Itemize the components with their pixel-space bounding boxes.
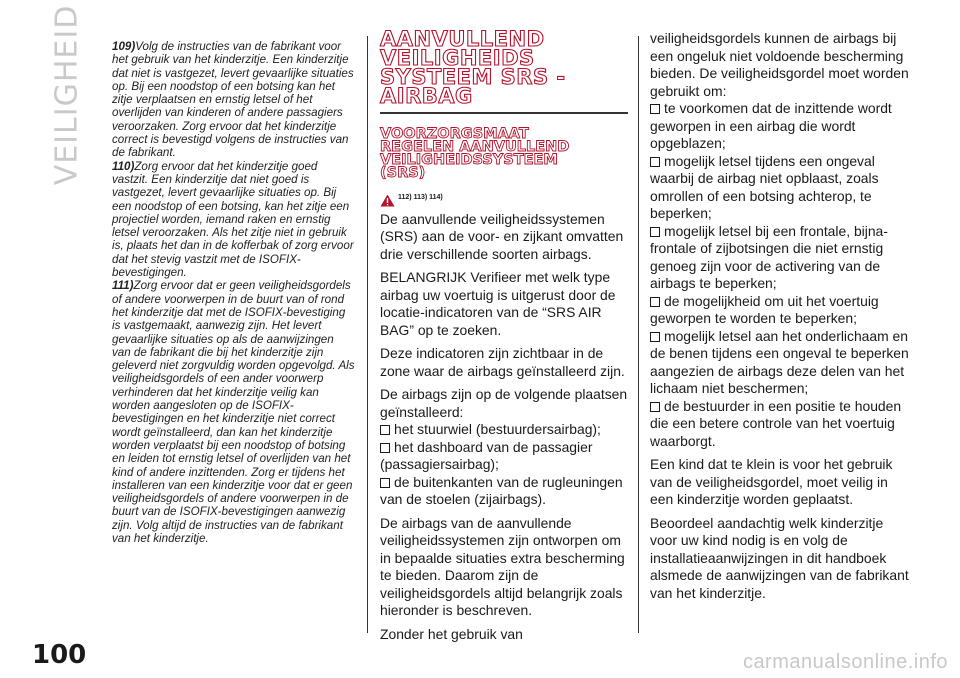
- main-column: [380, 27, 628, 649]
- checkbox-bullet-icon: [650, 402, 660, 412]
- paragraph: Beoordeel aandachtig welk kinderzitje voor uw kind nodig is en volg de installatieaanwijzingen in dit handboek alsmede de aanwijzingen van de fabrikant van het kinderzitje.: [650, 514, 909, 601]
- paragraph: veiligheidsgordels kunnen de airbags bij een ongeluk niet voldoende bescherming bieden. De veiligheidsgordel moet worden gebruikt om: te voorkomen dat de inzittende wordt geworpen in een airbag die wordt opgeblazen; mogelijk letsel tijdens een ongeval waarbij de airbag niet opblaast, zoals omrollen of een botsing achterop, te beperken; mogelijk letsel bij een frontale, bijna-frontale of zijbotsingen die niet ernstig genoeg zijn voor de activering van de airbags te beperken; de mogelijkheid om uit het voertuig geworpen te worden te beperken; mogelijk letsel aan het onderlichaam en de benen tijdens een ongeval te beperken aangezien de airbags deze delen van het lichaam niet beschermen; de bestuurder in een positie te houden die een betere controle van het voertuig waarborgt.: [650, 30, 909, 449]
- checkbox-bullet-icon: [650, 104, 660, 114]
- warning-references: 112) 113) 114): [380, 189, 628, 207]
- paragraph: De airbags zijn op de volgende plaatsen geïnstalleerd: het stuurwiel (bestuurdersairbag); het dashboard van de passagier (passagiersairbag); de buitenkanten van de rugleuningen van de stoelen (zijairbags).: [380, 386, 628, 507]
- checkbox-bullet-icon: [650, 332, 660, 342]
- note-110: 110)Zorg ervoor dat het kinderzitje goed vastzit. Een kinderzitje dat niet goed is vastgezet, levert gevaarlijke situaties op. Bij een noodstop of een botsing, kan het zitje een projectiel worden, iemand raken en ernstig letsel veroorzaken. Als het zitje niet in gebruik is, plaats het dan in de kofferbak of zorg ervoor dat het stevig vastzit met de ISOFIX-bevestigingen.: [112, 159, 354, 280]
- section-heading: AANVULLEND VEILIGHEIDS SYSTEEM SRS - AIRBAG: [380, 27, 566, 108]
- checkbox-bullet-icon: [650, 297, 660, 307]
- warning-triangle-icon: [380, 194, 395, 207]
- paragraph: De aanvullende veiligheidssystemen (SRS) aan de voor- en zijkant omvatten drie verschillende soorten airbags.: [380, 210, 624, 262]
- paragraph: Deze indicatoren zijn zichtbaar in de zone waar de airbags geïnstalleerd zijn.: [380, 345, 625, 379]
- sub-heading: VOORZORGSMAAT REGELEN AANVULLEND VEILIGHEIDSSYSTEEM (SRS): [380, 126, 570, 181]
- checkbox-bullet-icon: [380, 443, 390, 453]
- heading-rule: [380, 112, 628, 114]
- column-divider-1: [367, 36, 368, 633]
- checkbox-bullet-icon: [380, 425, 390, 435]
- paragraph: Een kind dat te klein is voor het gebruik van de veiligheidsgordel, moet veilig in een kinderzitje worden geplaatst.: [650, 456, 893, 507]
- watermark: carmanualsonline.info: [742, 651, 948, 673]
- checkbox-bullet-icon: [650, 157, 660, 167]
- right-column: [650, 30, 912, 608]
- note-109: 109)Volg de instructies van de fabrikant voor het gebruik van het kinderzitje. Een kinderzitje dat niet is vastgezet, levert gevaarlijke situaties op. Bij een noodstop of een botsing kan het zitje verplaatsen en ernstig letsel of het overlijden van kinderen of andere passagiers veroorzaken. Zorg ervoor dat het kinderzitje correct is bevestigd volgens de instructies van de fabrikant.: [112, 40, 354, 160]
- paragraph: BELANGRIJK Verifieer met welk type airbag uw voertuig is uitgerust door de locatie-indicatoren van de “SRS AIR BAG” op te zoeken.: [380, 269, 616, 338]
- checkbox-bullet-icon: [650, 227, 660, 237]
- section-label: VEILIGHEID: [49, 4, 85, 186]
- page-number: 100: [32, 640, 87, 670]
- column-divider-2: [638, 36, 639, 633]
- checkbox-bullet-icon: [380, 478, 390, 488]
- notes-column: [112, 40, 355, 545]
- paragraph: Zonder het gebruik van: [380, 625, 523, 642]
- paragraph: De airbags van de aanvullende veiligheidssystemen zijn ontworpen om in bepaalde situaties extra bescherming te bieden. Daarom zijn de veiligheidsgordels altijd belangrijk zoals hieronder is beschreven.: [380, 514, 625, 618]
- note-111: 111)Zorg ervoor dat er geen veiligheidsgordels of andere voorwerpen in de buurt van of rond het kinderzitje dat met de ISOFIX-bevestiging is vastgemaakt, aanwezig zijn. Het levert gevaarlijke situaties op als de aanwijzingen van de fabrikant die bij het kinderzitje zijn geleverd niet zorgvuldig worden opgevolgd. Als veiligheidsgordels of een ander voorwerp verhinderen dat het kinderzitje veilig kan worden aangesloten op de ISOFIX-bevestigingen en het kinderzitje niet correct wordt geïnstalleerd, dan kan het kinderzitje worden verplaatst bij een noodstop of botsing en leiden tot ernstig letsel of overlijden van het kind of andere inzittenden. Zorg er tijdens het installeren van een kinderzitje voor dat er geen veiligheidsgordels of andere voorwerpen in de buurt van de ISOFIX-bevestigingen aanwezig zijn. Volg altijd de instructies van de fabrikant van het kinderzitje.: [112, 279, 355, 545]
